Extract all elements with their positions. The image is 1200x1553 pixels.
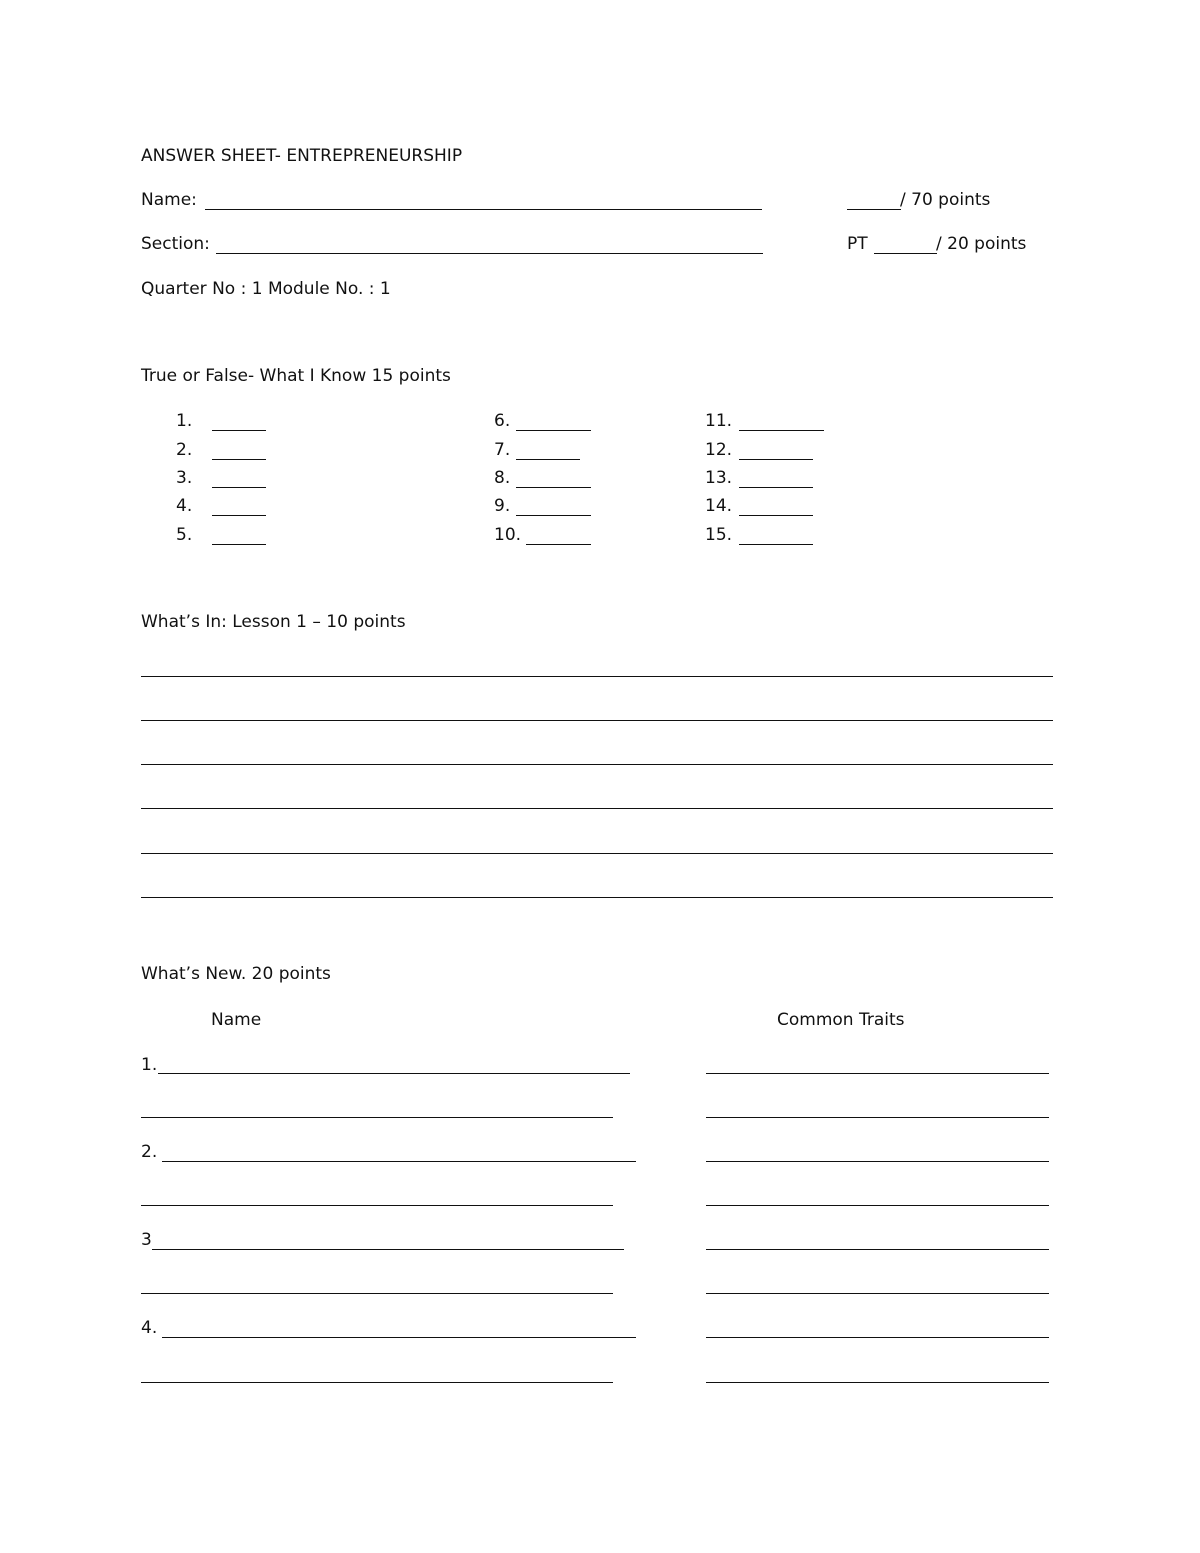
tf-answer-field[interactable]: [516, 430, 591, 431]
tf-number: 6.: [494, 411, 511, 431]
quarter-module-label: Quarter No : 1 Module No. : 1: [141, 279, 391, 299]
traits-answer-line[interactable]: [706, 1205, 1049, 1206]
tf-answer-field[interactable]: [739, 544, 813, 545]
total-score-field[interactable]: [847, 209, 901, 210]
entry-number: 1.: [141, 1055, 158, 1075]
whats-in-answer-line[interactable]: [141, 853, 1053, 854]
name-answer-line[interactable]: [162, 1161, 636, 1162]
name-answer-line[interactable]: [162, 1337, 636, 1338]
tf-number: 15.: [705, 525, 733, 545]
page-title: ANSWER SHEET- ENTREPRENEURSHIP: [141, 146, 463, 166]
tf-number: 12.: [705, 440, 733, 460]
tf-number: 1.: [176, 411, 193, 431]
name-answer-line[interactable]: [141, 1293, 613, 1294]
pt-label: PT: [847, 234, 868, 254]
traits-answer-line[interactable]: [706, 1249, 1049, 1250]
tf-answer-field[interactable]: [739, 487, 813, 488]
name-answer-line[interactable]: [152, 1249, 624, 1250]
tf-number: 11.: [705, 411, 733, 431]
tf-answer-field[interactable]: [516, 515, 591, 516]
whats-in-answer-line[interactable]: [141, 764, 1053, 765]
section-label: Section:: [141, 234, 210, 254]
tf-answer-field[interactable]: [212, 487, 266, 488]
tf-answer-field[interactable]: [739, 515, 813, 516]
entry-number: 3: [141, 1230, 152, 1250]
tf-answer-field[interactable]: [526, 544, 591, 545]
name-answer-line[interactable]: [141, 1382, 613, 1383]
traits-answer-line[interactable]: [706, 1337, 1049, 1338]
whats-in-answer-line[interactable]: [141, 808, 1053, 809]
traits-answer-line[interactable]: [706, 1117, 1049, 1118]
section-field[interactable]: [216, 253, 763, 254]
traits-answer-line[interactable]: [706, 1382, 1049, 1383]
whats-in-heading: What’s In: Lesson 1 – 10 points: [141, 612, 406, 632]
traits-column-header: Common Traits: [777, 1010, 905, 1030]
entry-number: 2.: [141, 1142, 158, 1162]
name-label: Name:: [141, 190, 197, 210]
name-answer-line[interactable]: [141, 1117, 613, 1118]
true-false-heading: True or False- What I Know 15 points: [141, 366, 451, 386]
tf-answer-field[interactable]: [212, 544, 266, 545]
name-field[interactable]: [205, 209, 762, 210]
entry-number: 4.: [141, 1318, 158, 1338]
whats-in-answer-line[interactable]: [141, 676, 1053, 677]
tf-number: 5.: [176, 525, 193, 545]
whats-in-answer-line[interactable]: [141, 720, 1053, 721]
tf-number: 10.: [494, 525, 522, 545]
tf-number: 3.: [176, 468, 193, 488]
traits-answer-line[interactable]: [706, 1161, 1049, 1162]
tf-answer-field[interactable]: [212, 430, 266, 431]
pt-score-field[interactable]: [874, 253, 937, 254]
pt-points-label: / 20 points: [936, 234, 1027, 254]
tf-number: 2.: [176, 440, 193, 460]
whats-new-heading: What’s New. 20 points: [141, 964, 331, 984]
tf-number: 8.: [494, 468, 511, 488]
tf-answer-field[interactable]: [739, 430, 824, 431]
tf-number: 9.: [494, 496, 511, 516]
tf-number: 13.: [705, 468, 733, 488]
tf-number: 14.: [705, 496, 733, 516]
tf-number: 7.: [494, 440, 511, 460]
total-points-label: / 70 points: [900, 190, 991, 210]
whats-in-answer-line[interactable]: [141, 897, 1053, 898]
tf-answer-field[interactable]: [212, 459, 266, 460]
tf-answer-field[interactable]: [212, 515, 266, 516]
name-answer-line[interactable]: [158, 1073, 630, 1074]
name-column-header: Name: [211, 1010, 262, 1030]
name-answer-line[interactable]: [141, 1205, 613, 1206]
tf-number: 4.: [176, 496, 193, 516]
tf-answer-field[interactable]: [516, 487, 591, 488]
tf-answer-field[interactable]: [739, 459, 813, 460]
traits-answer-line[interactable]: [706, 1073, 1049, 1074]
tf-answer-field[interactable]: [516, 459, 580, 460]
traits-answer-line[interactable]: [706, 1293, 1049, 1294]
